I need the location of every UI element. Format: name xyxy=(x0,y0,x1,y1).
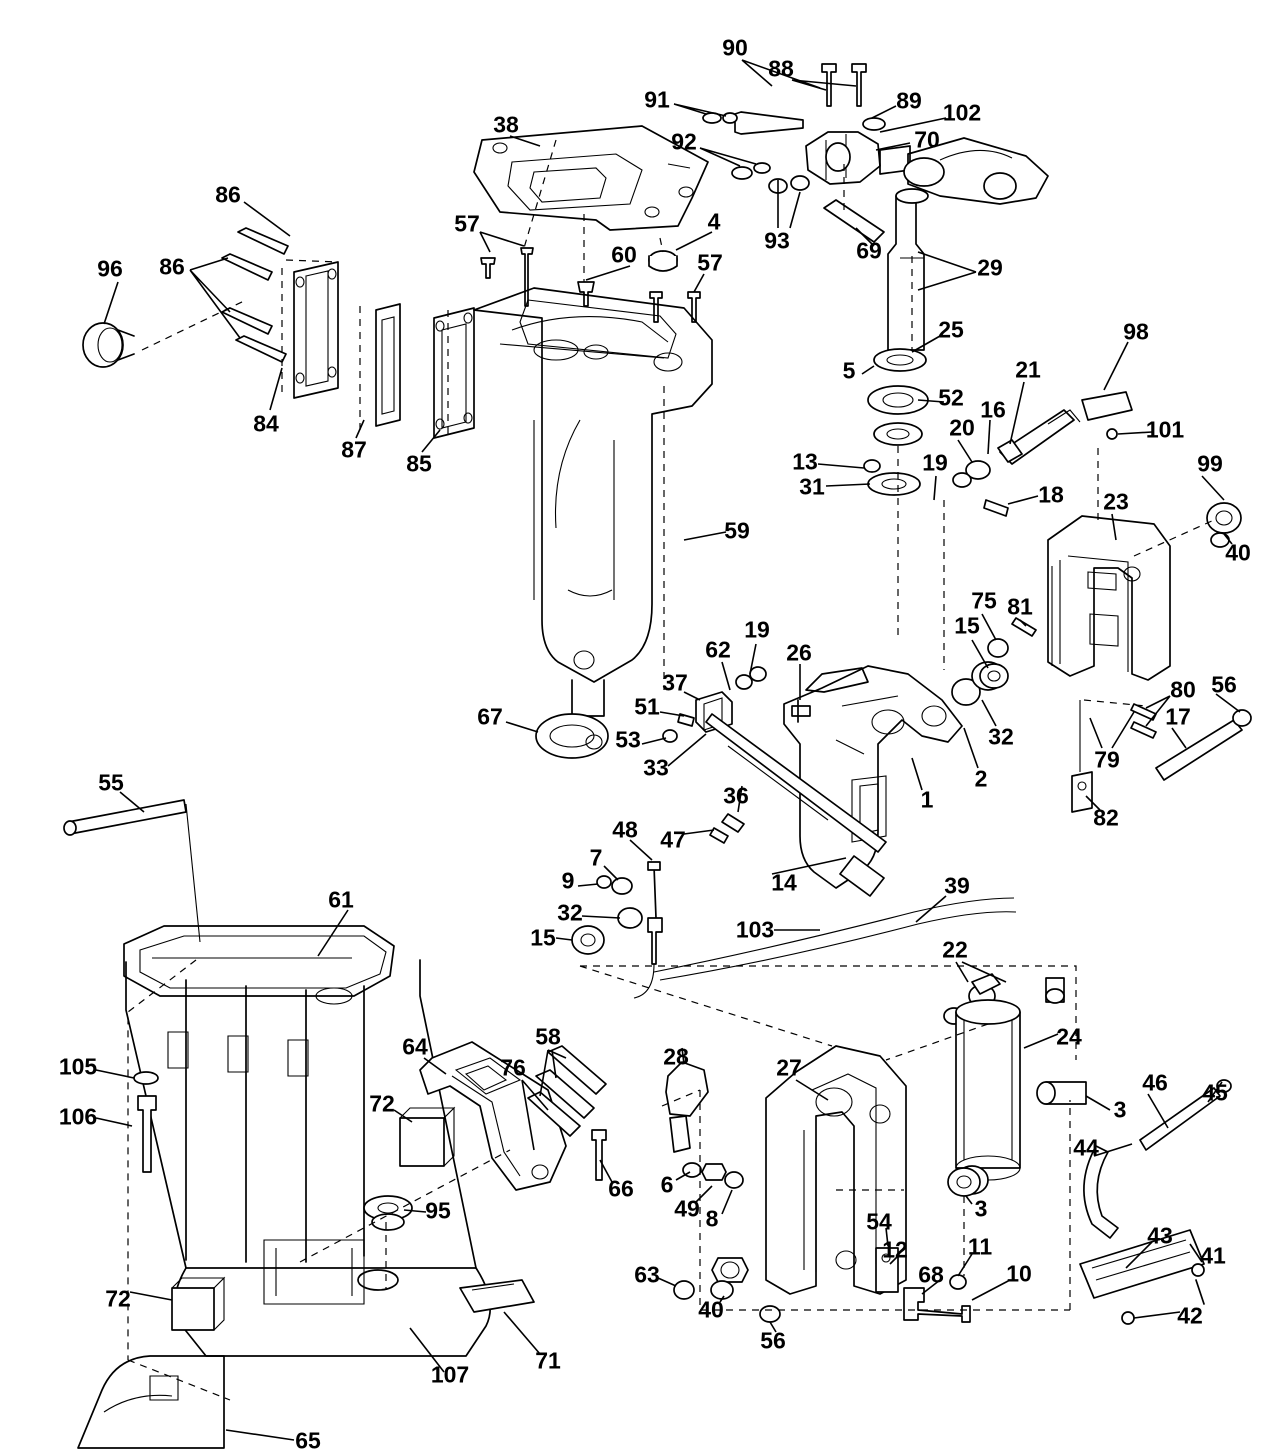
callout-number: 26 xyxy=(786,639,812,666)
callout-number: 51 xyxy=(634,693,660,720)
callout-number: 96 xyxy=(97,255,123,282)
callout-number: 48 xyxy=(612,816,638,843)
callout-number: 3 xyxy=(974,1195,988,1222)
callout-number: 54 xyxy=(866,1208,892,1235)
callout-number: 14 xyxy=(771,869,797,896)
callout-number: 5 xyxy=(842,357,856,384)
callout-number: 29 xyxy=(977,254,1003,281)
swivel-housing-1 xyxy=(784,662,1004,888)
callout-number: 16 xyxy=(980,396,1006,423)
callout-number: 1 xyxy=(920,786,934,813)
callout-number: 52 xyxy=(938,384,964,411)
callout-number: 18 xyxy=(1038,481,1064,508)
callout-number: 76 xyxy=(500,1054,526,1081)
callout-number: 25 xyxy=(938,316,964,343)
washer-group-75 xyxy=(980,618,1036,688)
callout-number: 80 xyxy=(1170,676,1196,703)
callout-number: 10 xyxy=(1006,1260,1032,1287)
callout-number: 102 xyxy=(942,99,982,126)
callout-number: 38 xyxy=(493,111,519,138)
callout-number: 90 xyxy=(722,34,748,61)
callout-number: 9 xyxy=(561,867,575,894)
steering-link-group xyxy=(703,64,1048,350)
callout-number: 91 xyxy=(644,86,670,113)
callout-number: 40 xyxy=(1225,539,1251,566)
callout-number: 7 xyxy=(589,844,603,871)
callout-number: 36 xyxy=(723,782,749,809)
callout-number: 79 xyxy=(1094,746,1120,773)
callout-number: 21 xyxy=(1015,356,1041,383)
callout-number: 15 xyxy=(954,612,980,639)
callout-number: 24 xyxy=(1056,1023,1082,1050)
callout-number: 2 xyxy=(974,765,988,792)
callout-number: 19 xyxy=(922,449,948,476)
callout-number: 19 xyxy=(744,616,770,643)
exhaust-housing-plates xyxy=(83,228,474,438)
callout-number: 53 xyxy=(615,726,641,753)
callout-number: 89 xyxy=(896,87,922,114)
callout-number: 92 xyxy=(671,128,697,155)
callout-number: 86 xyxy=(159,253,185,280)
lower-link-rod xyxy=(572,862,662,998)
callout-number: 8 xyxy=(705,1205,719,1232)
callout-number: 84 xyxy=(253,410,279,437)
callout-number: 98 xyxy=(1123,318,1149,345)
callout-number: 65 xyxy=(295,1427,321,1454)
callout-number: 55 xyxy=(98,769,124,796)
swivel-bushing-stack xyxy=(864,349,928,495)
callout-number: 49 xyxy=(674,1195,700,1222)
callout-number: 4 xyxy=(707,208,721,235)
callout-number: 93 xyxy=(764,227,790,254)
callout-number: 60 xyxy=(611,241,637,268)
callout-number: 75 xyxy=(971,587,997,614)
callout-number: 23 xyxy=(1103,488,1129,515)
callout-number: 43 xyxy=(1147,1222,1173,1249)
callout-number: 95 xyxy=(425,1197,451,1224)
callout-number: 68 xyxy=(918,1261,944,1288)
callout-number: 6 xyxy=(660,1171,674,1198)
callout-number: 62 xyxy=(705,636,731,663)
callout-number: 13 xyxy=(792,448,818,475)
callout-number: 82 xyxy=(1093,804,1119,831)
callout-number: 67 xyxy=(477,703,503,730)
small-fasteners-top xyxy=(481,248,700,322)
callout-number: 61 xyxy=(328,886,354,913)
callout-number: 72 xyxy=(369,1090,395,1117)
callout-number: 107 xyxy=(430,1361,470,1388)
callout-number: 37 xyxy=(662,669,688,696)
callout-number: 31 xyxy=(799,473,825,500)
callout-number: 86 xyxy=(215,181,241,208)
callout-number: 12 xyxy=(882,1236,908,1263)
callout-number: 58 xyxy=(535,1023,561,1050)
callout-number: 101 xyxy=(1145,416,1185,443)
callout-number: 63 xyxy=(634,1261,660,1288)
callout-number: 56 xyxy=(760,1327,786,1354)
callout-number: 99 xyxy=(1197,450,1223,477)
callout-number: 45 xyxy=(1202,1079,1228,1106)
callout-number: 17 xyxy=(1165,703,1191,730)
callout-number: 64 xyxy=(402,1033,428,1060)
exhaust-housing-59 xyxy=(474,288,712,716)
callout-number: 70 xyxy=(914,126,940,153)
trim-rod-group xyxy=(1080,1080,1231,1324)
callout-number: 69 xyxy=(856,237,882,264)
callout-number: 28 xyxy=(663,1043,689,1070)
callout-number: 106 xyxy=(58,1103,98,1130)
callout-number: 85 xyxy=(406,450,432,477)
callout-number: 32 xyxy=(988,723,1014,750)
callout-number: 22 xyxy=(942,936,968,963)
callout-number: 57 xyxy=(697,249,723,276)
callout-number: 87 xyxy=(341,436,367,463)
callout-number: 72 xyxy=(105,1285,131,1312)
callout-number: 56 xyxy=(1211,671,1237,698)
callout-number: 15 xyxy=(530,924,556,951)
callout-number: 59 xyxy=(724,517,750,544)
callout-number: 66 xyxy=(608,1175,634,1202)
callout-number: 11 xyxy=(967,1233,993,1260)
callout-number: 81 xyxy=(1007,593,1033,620)
callout-number: 20 xyxy=(949,414,975,441)
callout-number: 39 xyxy=(944,872,970,899)
callout-number: 40 xyxy=(698,1296,724,1323)
callout-number: 3 xyxy=(1113,1096,1127,1123)
callout-number: 33 xyxy=(643,754,669,781)
callout-number: 71 xyxy=(535,1347,561,1374)
callout-number: 105 xyxy=(58,1053,98,1080)
callout-number: 32 xyxy=(557,899,583,926)
callout-number: 88 xyxy=(768,55,794,82)
callout-number: 27 xyxy=(776,1054,802,1081)
callout-number: 103 xyxy=(735,916,775,943)
callout-number: 57 xyxy=(454,210,480,237)
callout-number: 41 xyxy=(1200,1242,1226,1269)
callout-number: 42 xyxy=(1177,1302,1203,1329)
callout-number: 47 xyxy=(660,826,686,853)
callout-number: 44 xyxy=(1073,1134,1099,1161)
callout-number: 46 xyxy=(1142,1069,1168,1096)
lower-housing-61 xyxy=(64,800,534,1448)
